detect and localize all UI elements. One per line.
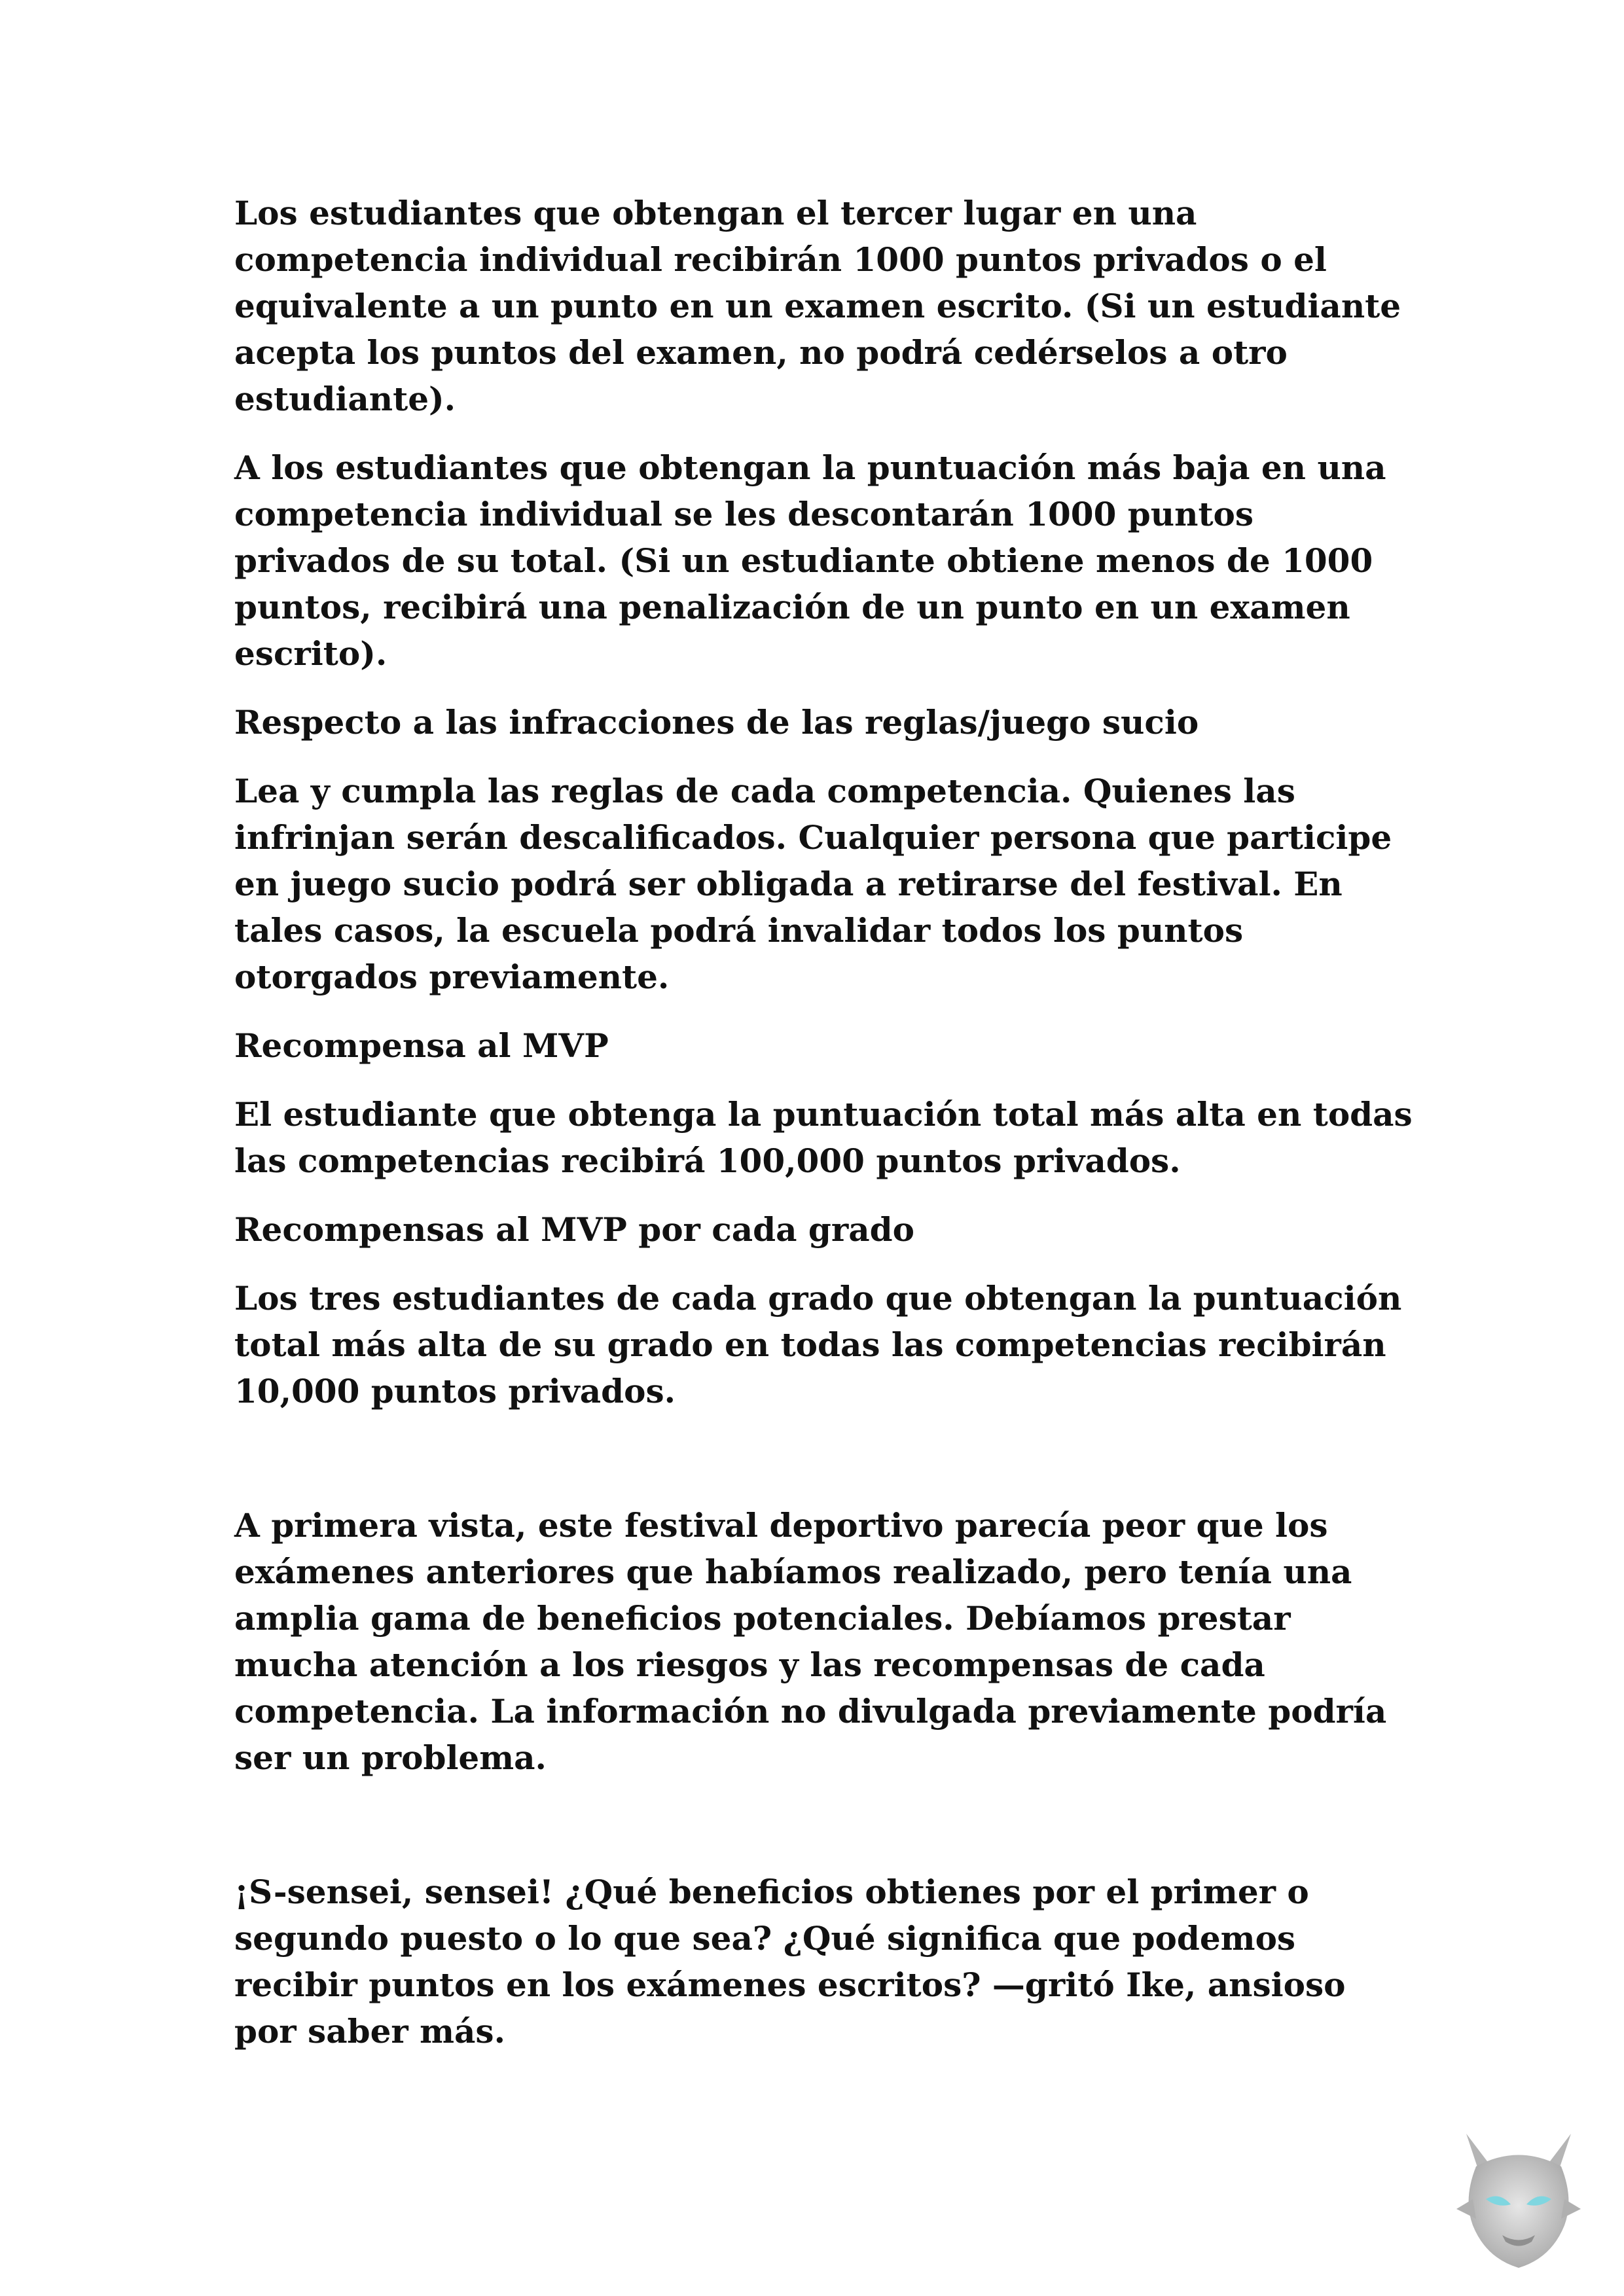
paragraph-dialogue: ¡S-sensei, sensei! ¿Qué beneficios obtienes por el primer o segundo puesto o lo que sea? ¿Qué significa que podemos recibir puntos en los exámenes escritos? —gritó Ike, ansioso por saber más.: [234, 1873, 1346, 2051]
document-body: [234, 190, 1413, 2077]
heading-grade-mvp: Recompensas al MVP por cada grado: [234, 1210, 914, 1249]
paragraph-infractions: Lea y cumpla las reglas de cada competencia. Quienes las infrinjan serán descalificados. Cualquier persona que participe en juego sucio podrá ser obligada a retirarse del festival. En tales casos, la escuela podrá invalidar todos los puntos otorgados previamente.: [234, 772, 1392, 996]
paragraph-mvp-reward: El estudiante que obtenga la puntuación total más alta en todas las competencias recibirá 100,000 puntos privados.: [234, 1095, 1413, 1180]
demon-head-icon: [1440, 2121, 1597, 2278]
heading-infractions: Respecto a las infracciones de las reglas/juego sucio: [234, 703, 1199, 742]
paragraph-narration: A primera vista, este festival deportivo parecía peor que los exámenes anteriores que habíamos realizado, pero tenía una amplia gama de beneficios potenciales. Debíamos prestar mucha atención a los riesgos y las recompensas de cada competencia. La información no divulgada previamente podría ser un problema.: [234, 1506, 1387, 1777]
paragraph-third-place: Los estudiantes que obtengan el tercer lugar en una competencia individual recibirán 1000 puntos privados o el equivalente a un punto en un examen escrito. (Si un estudiante acepta los puntos del examen, no podrá cedérselos a otro estudiante).: [234, 194, 1401, 418]
heading-mvp-reward: Recompensa al MVP: [234, 1026, 609, 1065]
paragraph-grade-mvp: Los tres estudiantes de cada grado que obtengan la puntuación total más alta de su grado en todas las competencias recibirán 10,000 puntos privados.: [234, 1279, 1402, 1410]
paragraph-lowest-score: A los estudiantes que obtengan la puntuación más baja en una competencia individual se les descontarán 1000 puntos privados de su total. (Si un estudiante obtiene menos de 1000 puntos, recibirá una penalización de un punto en un examen escrito).: [234, 448, 1386, 673]
